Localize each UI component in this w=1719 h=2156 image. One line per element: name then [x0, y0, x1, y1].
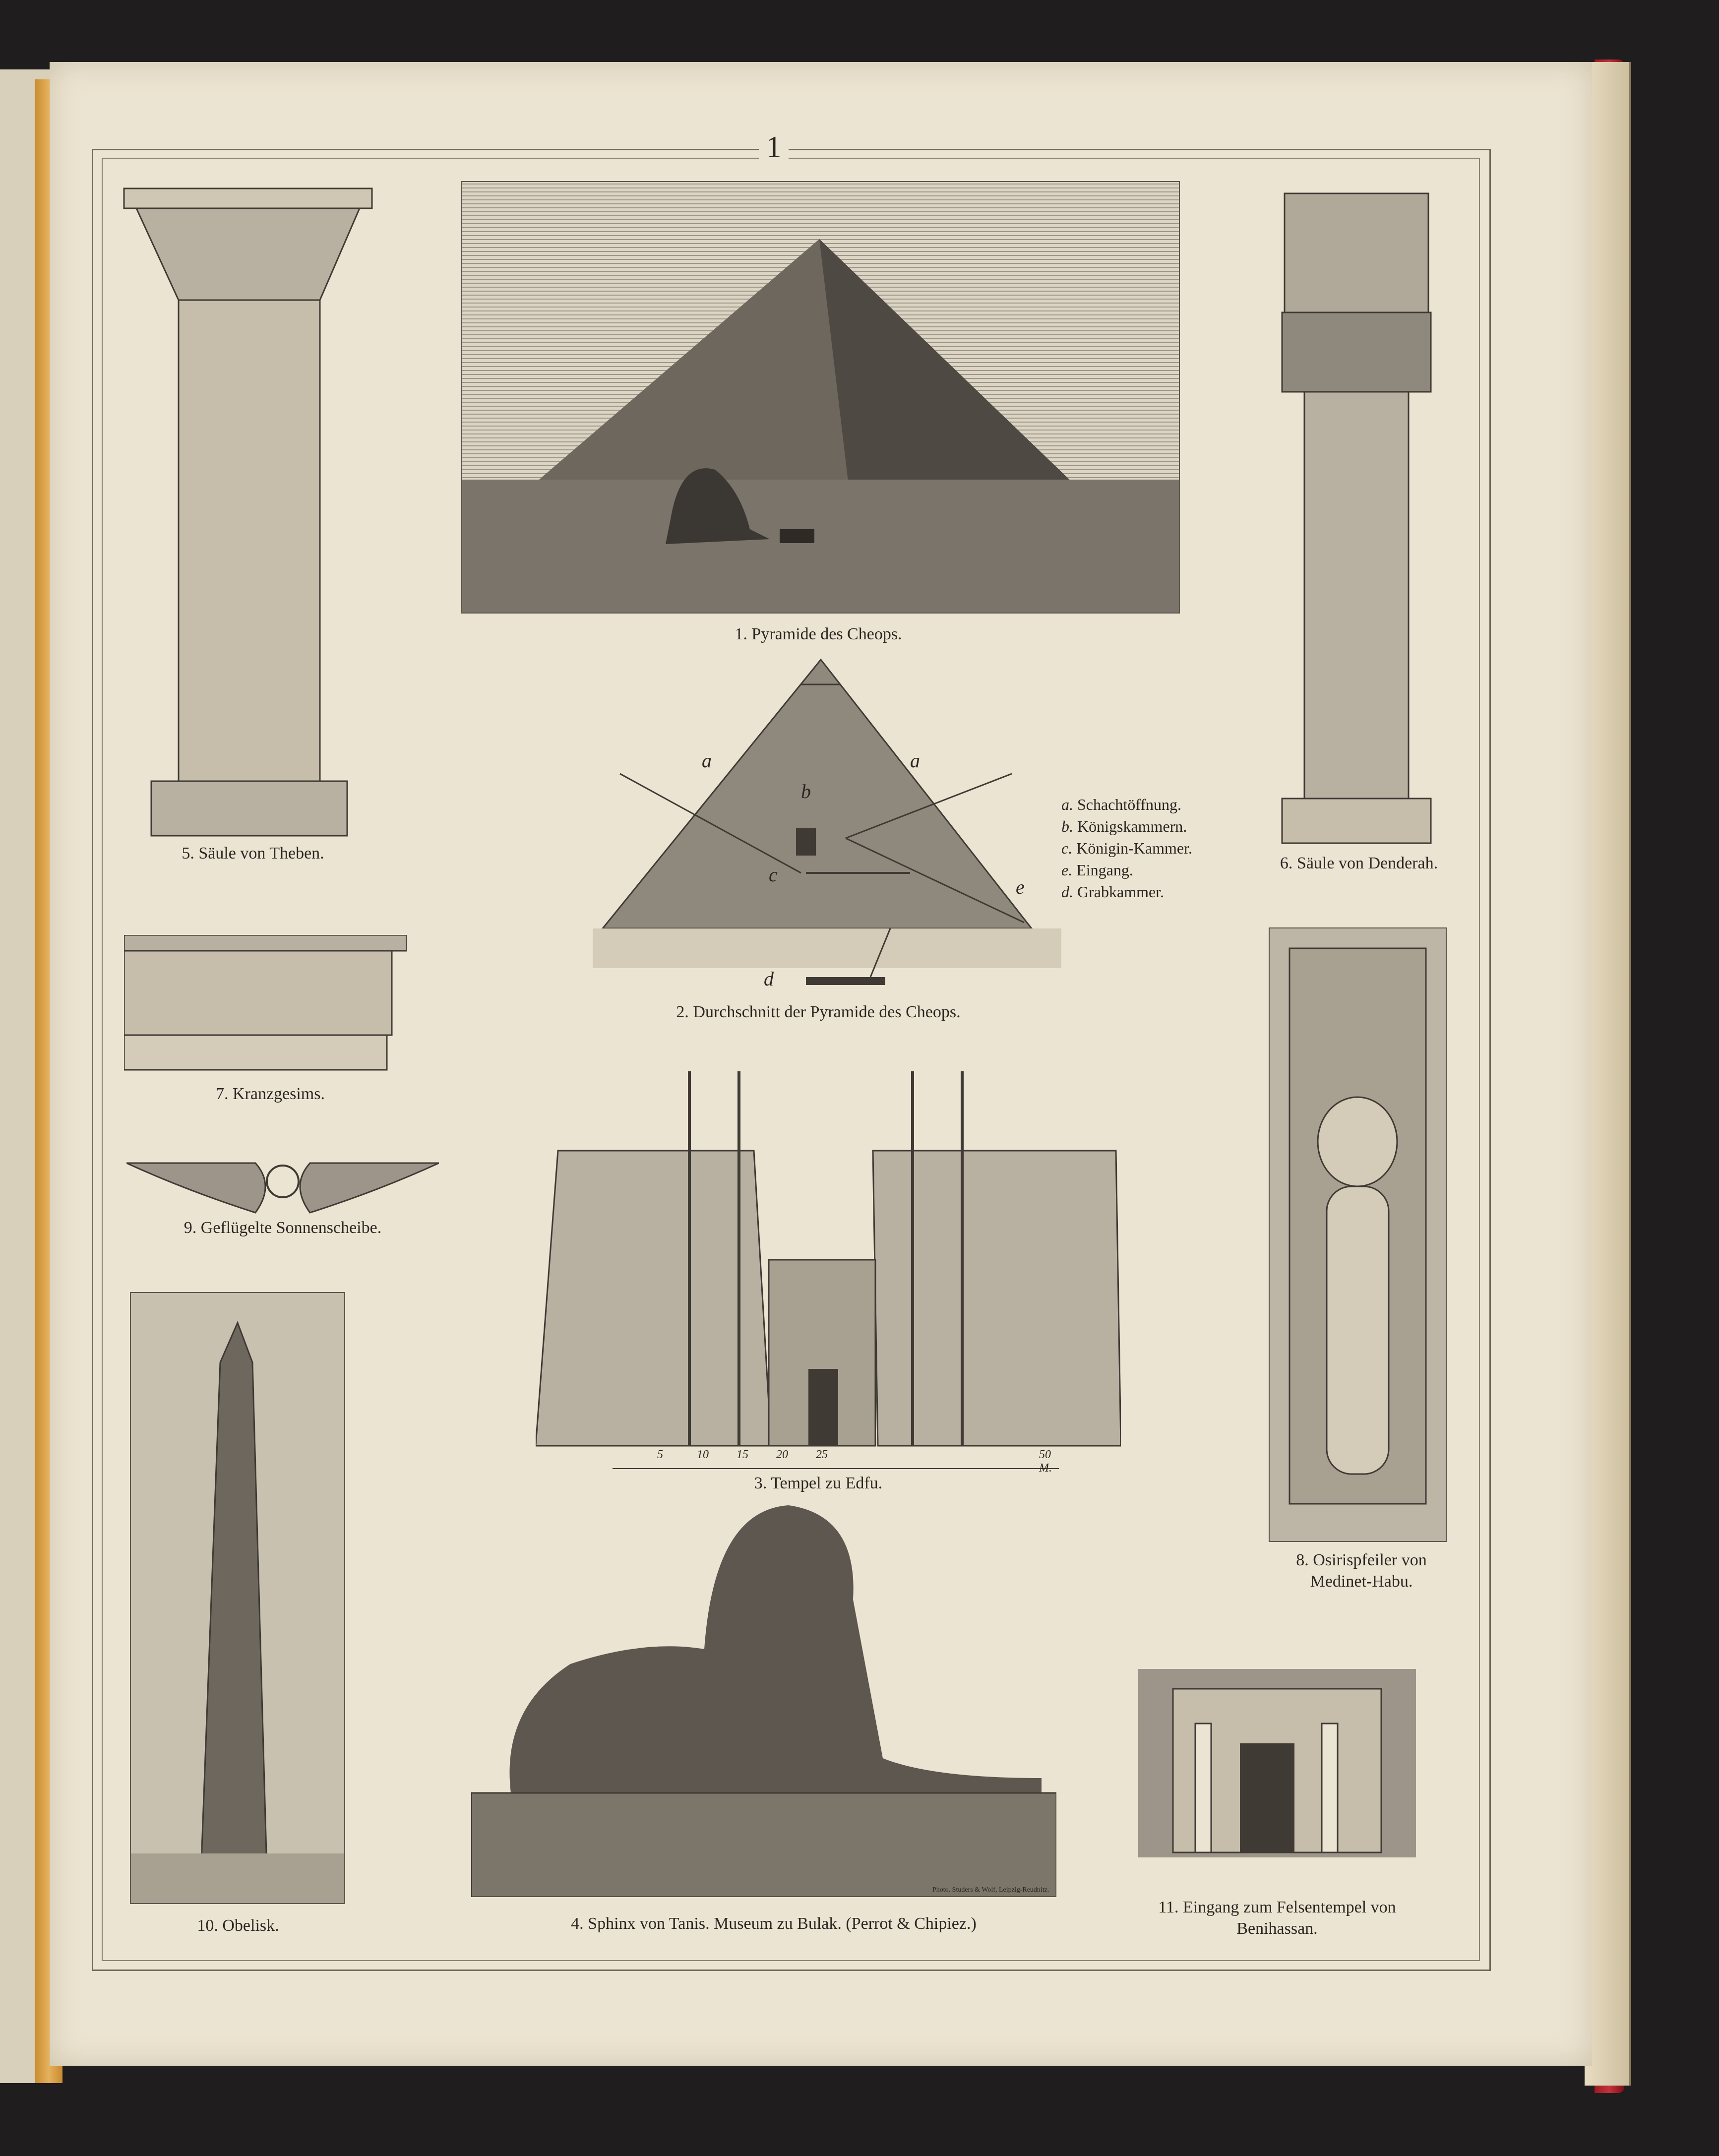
figure-rock-temple-entrance [1128, 1659, 1426, 1862]
figure-sphinx-tanis [471, 1500, 1056, 1897]
section-legend [1061, 794, 1270, 903]
legend-item: d. Grabkammer. [1061, 883, 1165, 901]
legend-item: a. Schachtöffnung. [1061, 796, 1182, 813]
caption-fig4: 4. Sphinx von Tanis. Museum zu Bulak. (Perrot & Chipiez.) [571, 1914, 977, 1933]
caption-fig11-line1: 11. Eingang zum Felsentempel von [1158, 1898, 1396, 1916]
figure-cornice [124, 935, 407, 1071]
photo-credit: Photo. Studers & Wolf, Leipzig-Reudnitz. [932, 1886, 1049, 1894]
caption-fig11-line2: Benihassan. [1236, 1919, 1318, 1938]
caption-fig8-line2: Medinet-Habu. [1310, 1572, 1413, 1591]
section-label-d: d [764, 968, 774, 990]
figure-pyramid-section [593, 655, 1061, 1002]
figure-obelisk [130, 1292, 345, 1904]
section-label-a-left: a [702, 749, 712, 772]
scale-tick: 50 M. [1039, 1448, 1052, 1475]
caption-fig1: 1. Pyramide des Cheops. [735, 625, 902, 643]
legend-item: c. Königin-Kammer. [1061, 839, 1192, 857]
figure-winged-sun-disk [126, 1161, 439, 1215]
caption-fig5: 5. Säule von Theben. [182, 844, 324, 862]
caption-fig3: 3. Tempel zu Edfu. [754, 1474, 883, 1492]
page-number: 1 [759, 130, 789, 165]
caption-fig8-line1: 8. Osirispfeiler von [1296, 1551, 1427, 1569]
scale-tick: 25 [816, 1448, 828, 1461]
figure-temple-edfu [536, 1051, 1121, 1448]
caption-fig9: 9. Geflügelte Sonnenscheibe. [184, 1219, 382, 1237]
figure-column-denderah [1277, 191, 1436, 846]
caption-fig2: 2. Durchschnitt der Pyramide des Cheops. [676, 1003, 961, 1021]
figure-osiris-pillar [1269, 927, 1447, 1542]
caption-fig7: 7. Kranzgesims. [215, 1085, 325, 1103]
scale-tick: 10 [697, 1448, 709, 1461]
caption-fig10: 10. Obelisk. [197, 1916, 279, 1935]
figure-column-thebes [122, 186, 374, 838]
legend-item: b. Königskammern. [1061, 817, 1187, 835]
caption-fig6: 6. Säule von Denderah. [1280, 854, 1438, 872]
section-label-b: b [801, 780, 811, 802]
section-label-c: c [769, 863, 778, 886]
figure-pyramid-cheops [461, 181, 1180, 614]
scale-tick: 15 [737, 1448, 748, 1461]
temple-scale-bar [613, 1448, 1059, 1473]
section-label-a-right: a [910, 749, 920, 772]
legend-item: e. Eingang. [1061, 861, 1133, 879]
scale-tick: 5 [657, 1448, 663, 1461]
section-label-e: e [1016, 876, 1025, 898]
scale-tick: 20 [776, 1448, 788, 1461]
